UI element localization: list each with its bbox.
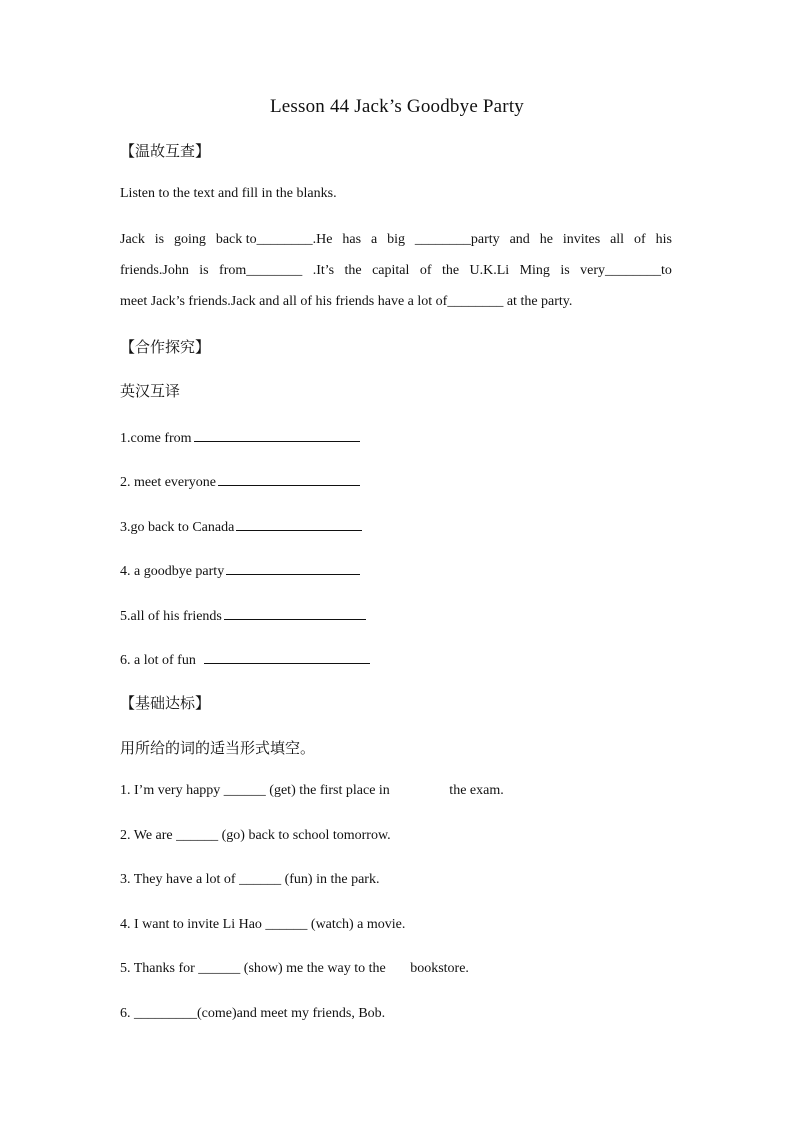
- section-heading-explore: 【合作探究】: [120, 338, 211, 356]
- paragraph-word: he: [539, 232, 553, 247]
- paragraph-word: U.K.Li: [469, 263, 510, 278]
- translate-item: [120, 560, 360, 580]
- translate-instruction: 英汉互译: [120, 382, 181, 400]
- paragraph-line-2: [120, 261, 672, 292]
- paragraph-word: and: [509, 232, 530, 247]
- paragraph-word: big: [387, 232, 405, 247]
- paragraph-word: has: [342, 232, 362, 247]
- translate-item: [120, 427, 360, 447]
- paragraph-word: very________to: [580, 263, 672, 278]
- section-heading-basics: 【基础达标】: [120, 694, 211, 712]
- paragraph-word: back to________.He: [215, 232, 333, 247]
- paragraph-word: friends.John: [120, 263, 189, 278]
- paragraph-word: .It’s: [312, 263, 335, 278]
- answer-line[interactable]: [218, 471, 360, 486]
- answer-line[interactable]: [204, 649, 370, 664]
- translate-item-text: 3.go back to Canada: [120, 520, 235, 535]
- translate-item-text: 1.come from: [120, 431, 192, 446]
- paragraph-word: is: [154, 232, 165, 247]
- paragraph-line-3: [120, 292, 672, 323]
- paragraph-word: going: [174, 232, 206, 247]
- exercise-item: 1. I’m very happy ______ (get) the first place in the exam.: [120, 783, 504, 798]
- answer-line[interactable]: [224, 605, 366, 620]
- fill-form-instruction: 用所给的词的适当形式填空。: [120, 739, 316, 757]
- paragraph-word: ________party: [414, 232, 500, 247]
- answer-line[interactable]: [194, 427, 360, 442]
- translate-item-text: 2. meet everyone: [120, 475, 217, 490]
- exercise-item: 2. We are ______ (go) back to school tomorrow.: [120, 828, 391, 843]
- paragraph-word: invites: [562, 232, 601, 247]
- paragraph-line-1: [120, 230, 672, 261]
- translate-item: [120, 649, 370, 669]
- section-heading-review: 【温故互查】: [120, 142, 211, 160]
- paragraph-word: from________: [219, 263, 303, 278]
- paragraph-word: a: [370, 232, 378, 247]
- paragraph-word: the: [441, 263, 460, 278]
- fill-blank-paragraph: [120, 230, 672, 323]
- paragraph-word: Ming: [519, 263, 550, 278]
- paragraph-word: of: [419, 263, 432, 278]
- exercise-item: 3. They have a lot of ______ (fun) in the park.: [120, 872, 380, 887]
- translate-item-text: 5.all of his friends: [120, 609, 222, 624]
- paragraph-line-3-text: meet Jack’s friends.Jack and all of his friends have a lot of________ at the party.: [120, 294, 573, 309]
- paragraph-word: is: [560, 263, 570, 278]
- translate-item: [120, 516, 362, 536]
- paragraph-word: Jack: [120, 232, 145, 247]
- paragraph-word: is: [199, 263, 209, 278]
- translate-item: [120, 605, 366, 625]
- translate-item-text: 6. a lot of fun: [120, 653, 196, 668]
- answer-line[interactable]: [226, 560, 360, 575]
- paragraph-word: his: [655, 232, 672, 247]
- answer-line[interactable]: [236, 516, 362, 531]
- translate-item: [120, 471, 360, 491]
- page-title: Lesson 44 Jack’s Goodbye Party: [269, 96, 525, 117]
- listening-instruction: Listen to the text and fill in the blanks.: [120, 186, 337, 201]
- translate-item-text: 4. a goodbye party: [120, 564, 225, 579]
- paragraph-word: all: [610, 232, 625, 247]
- paragraph-word: the: [344, 263, 362, 278]
- exercise-item: 4. I want to invite Li Hao ______ (watch) a movie.: [120, 917, 406, 932]
- exercise-item: 5. Thanks for ______ (show) me the way to the bookstore.: [120, 961, 469, 976]
- paragraph-word: of: [633, 232, 646, 247]
- exercise-item: 6. _________(come)and meet my friends, Bob.: [120, 1006, 386, 1021]
- paragraph-word: capital: [372, 263, 410, 278]
